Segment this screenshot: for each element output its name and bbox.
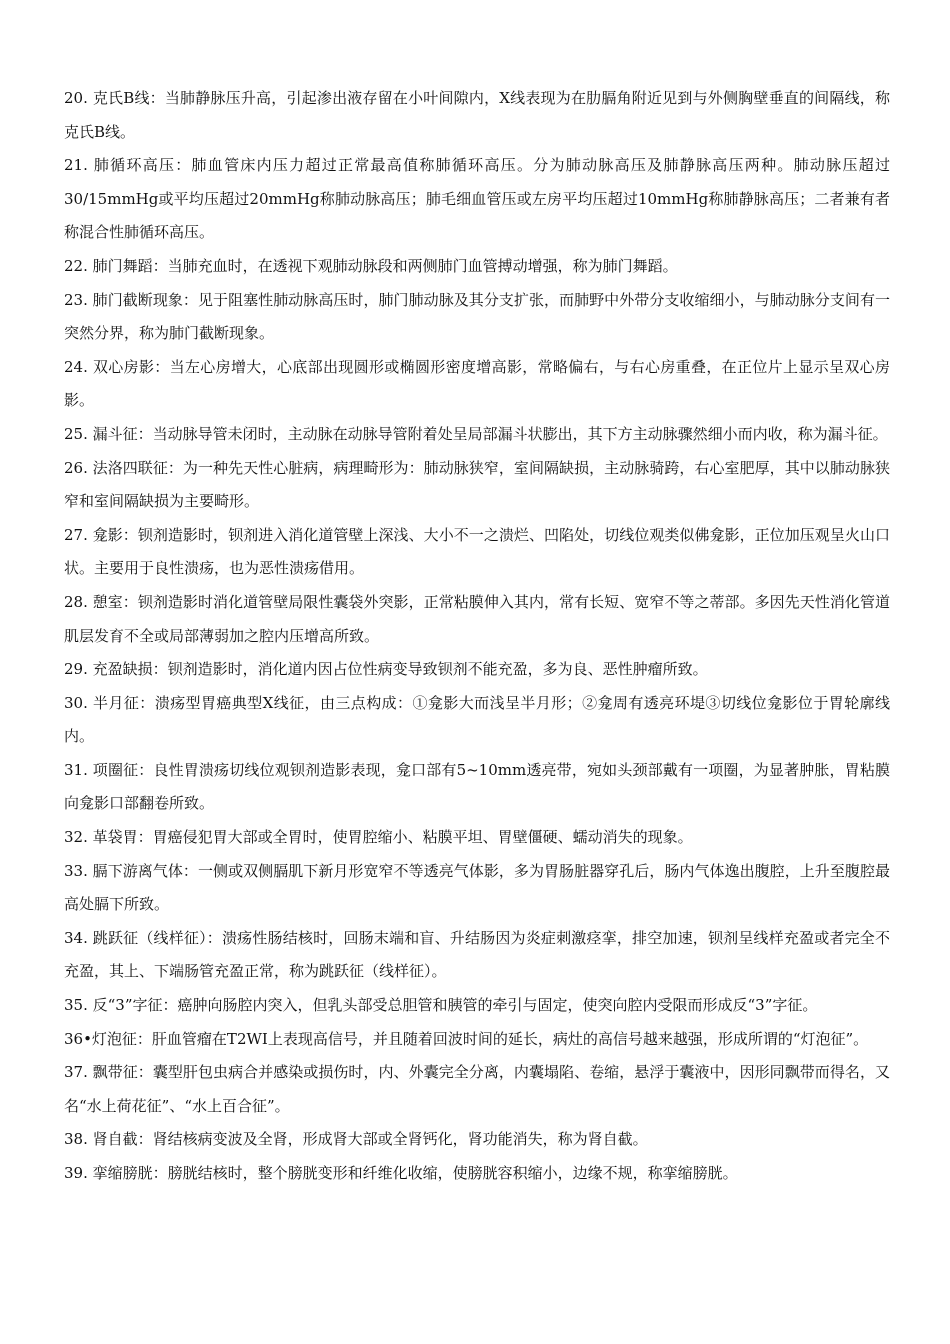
entry-34: 34. 跳跃征（线样征）：溃疡性肠结核时，回肠末端和盲、升结肠因为炎症刺激痉挛，排空加速，钡剂呈线样充盈或者完全不充盈，其上、下端肠管充盈正常，称为跳跃征（线样征）。 bbox=[64, 928, 890, 981]
entry-29: 29. 充盈缺损：钡剂造影时，消化道内因占位性病变导致钡剂不能充盈，多为良、恶性肿瘤所致。 bbox=[64, 660, 708, 679]
entry-33: 33. 膈下游离气体：一侧或双侧膈肌下新月形宽窄不等透亮气体影，多为胃肠脏器穿孔后，肠内气体逸出腹腔，上升至腹腔最高处膈下所致。 bbox=[64, 861, 890, 914]
entry-36: 36•灯泡征：肝血管瘤在T2WI上表现高信号，并且随着回波时间的延长，病灶的高信号越来越强，形成所谓的“灯泡征”。 bbox=[64, 1029, 869, 1048]
entry-35: 35. 反“3”字征：癌肿向肠腔内突入，但乳头部受总胆管和胰管的牵引与固定，使突向腔内受限而形成反“3”字征。 bbox=[64, 996, 818, 1015]
entry-22: 22. 肺门舞蹈：当肺充血时，在透视下观肺动脉段和两侧肺门血管搏动增强，称为肺门舞蹈。 bbox=[64, 256, 678, 275]
entry-24: 24. 双心房影：当左心房增大，心底部出现圆形或椭圆形密度增高影，常略偏右，与右心房重叠，在正位片上显示呈双心房影。 bbox=[64, 357, 890, 410]
entry-21: 21. 肺循环高压：肺血管床内压力超过正常最高值称肺循环高压。分为肺动脉高压及肺静脉高压两种。肺动脉压超过30/15mmHg或平均压超过20mmHg称肺动脉高压；肺毛细血管压或左房平均压超过10mmHg称肺静脉高压；二者兼有者称混合性肺循环高压。 bbox=[64, 156, 890, 242]
entry-37: 37. 飘带征：囊型肝包虫病合并感染或损伤时，内、外囊完全分离，内囊塌陷、卷缩，悬浮于囊液中，因形同飘带而得名，又名“水上荷花征”、“水上百合征”。 bbox=[64, 1063, 890, 1115]
entry-38: 38. 肾自截：肾结核病变波及全肾，形成肾大部或全肾钙化，肾功能消失，称为肾自截。 bbox=[64, 1130, 648, 1149]
entry-32: 32. 革袋胃：胃癌侵犯胃大部或全胃时，使胃腔缩小、粘膜平坦、胃壁僵硬、蠕动消失的现象。 bbox=[64, 828, 693, 847]
entry-31: 31. 项圈征：良性胃溃疡切线位观钡剂造影表现，龛口部有5~10mm透亮带，宛如头颈部戴有一项圈，为显著肿胀，胃粘膜向龛影口部翻卷所致。 bbox=[64, 760, 890, 813]
entry-28: 28. 憩室：钡剂造影时消化道管壁局限性囊袋外突影，正常粘膜伸入其内，常有长短、宽窄不等之蒂部。多因先天性消化管道肌层发育不全或局部薄弱加之腔内压增高所致。 bbox=[64, 592, 890, 645]
entry-27: 27. 龛影：钡剂造影时，钡剂进入消化道管壁上深浅、大小不一之溃烂、凹陷处，切线位观类似佛龛影，正位加压观呈火山口状。主要用于良性溃疡，也为恶性溃疡借用。 bbox=[64, 525, 890, 578]
entry-26: 26. 法洛四联征：为一种先天性心脏病，病理畸形为：肺动脉狭窄，室间隔缺损，主动脉骑跨，右心室肥厚，其中以肺动脉狭窄和室间隔缺损为主要畸形。 bbox=[64, 458, 890, 511]
entry-39: 39. 挛缩膀胱：膀胱结核时，整个膀胱变形和纤维化收缩，使膀胱容积缩小，边缘不规，称挛缩膀胱。 bbox=[64, 1164, 738, 1182]
entry-20: 20. 克氏B线：当肺静脉压升高，引起渗出液存留在小叶间隙内，X线表现为在肋膈角附近见到与外侧胸壁垂直的间隔线，称克氏B线。 bbox=[64, 89, 890, 141]
entry-30: 30. 半月征：溃疡型胃癌典型X线征，由三点构成：①龛影大而浅呈半月形；②龛周有透亮环堤③切线位龛影位于胃轮廓线内。 bbox=[64, 693, 890, 746]
entry-23: 23. 肺门截断现象：见于阻塞性肺动脉高压时，肺门肺动脉及其分支扩张，而肺野中外带分支收缩细小，与肺动脉分支间有一突然分界，称为肺门截断现象。 bbox=[64, 290, 890, 343]
entry-25: 25. 漏斗征：当动脉导管未闭时，主动脉在动脉导管附着处呈局部漏斗状膨出，其下方主动脉骤然细小而内收，称为漏斗征。 bbox=[64, 424, 888, 443]
